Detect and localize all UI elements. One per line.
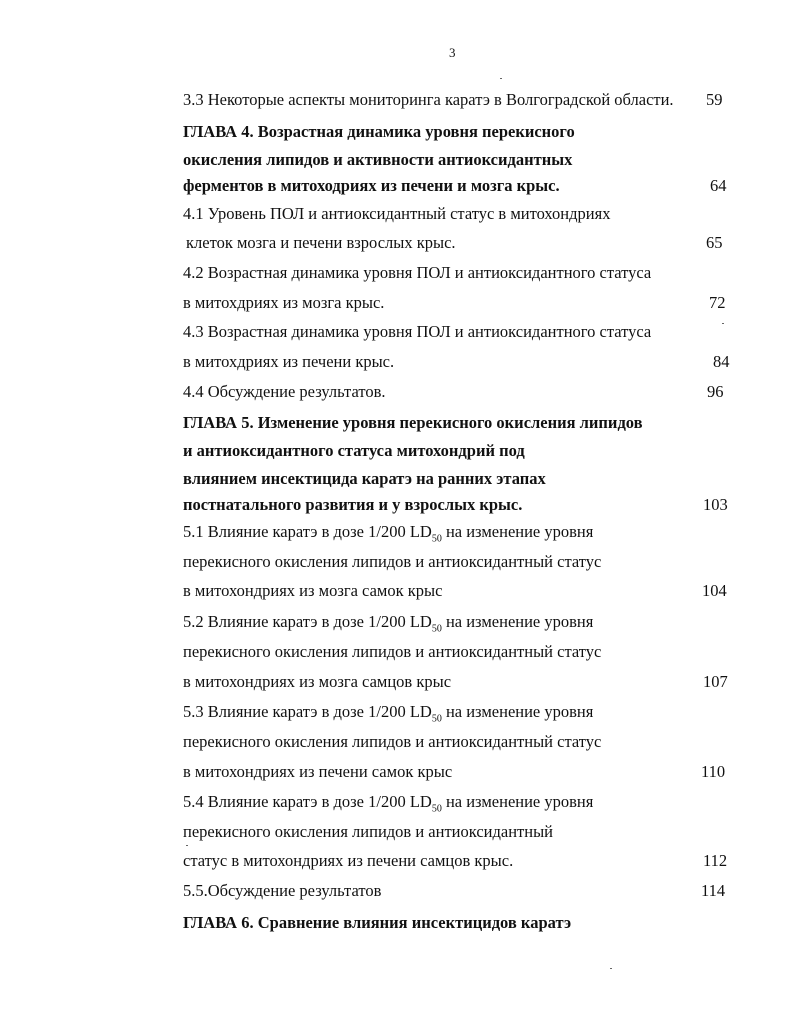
toc-page-number: 65 — [706, 233, 723, 252]
toc-line: в митохондриях из печени самок крыс 110 — [183, 762, 726, 781]
chapter-heading: влиянием инсектицида каратэ на ранних этапах — [183, 469, 546, 488]
chapter-heading: и антиоксидантного статуса митохондрий под — [183, 441, 525, 460]
chapter-heading: ГЛАВА 4. Возрастная динамика уровня перекисного — [183, 122, 575, 141]
toc-line: 4.2 Возрастная динамика уровня ПОЛ и антиоксидантного статуса — [183, 263, 652, 282]
toc-page-number: 64 — [710, 176, 727, 195]
toc-line: в митохдриях из печени крыс. 84 — [183, 352, 730, 371]
toc-line: перекисного окисления липидов и антиоксидантный статус — [183, 552, 602, 571]
toc-line: 5.4 Влияние каратэ в дозе 1/200 $LD_{50}$ на изменение уровня — [183, 792, 594, 815]
toc-line: 5.5.Обсуждение результатов 114 — [183, 881, 726, 900]
toc-page-number: 59 — [706, 90, 723, 109]
chapter-heading: ферментов в митоходриях из печени и мозга крыс. 64 — [183, 176, 727, 195]
toc-line: 4.1 Уровень ПОЛ и антиоксидантный статус в митохондриях — [183, 204, 611, 223]
scan-speck — [722, 323, 724, 324]
toc-page-number: 103 — [703, 495, 728, 514]
toc-line: 5.3 Влияние каратэ в дозе 1/200 $LD_{50}$ на изменение уровня — [183, 702, 594, 725]
toc-page-number: 104 — [702, 581, 727, 600]
toc-line: 4.4 Обсуждение результатов. 96 — [183, 382, 724, 401]
toc-line: в митохондриях из мозга самок крыс 104 — [183, 581, 727, 600]
scan-speck — [500, 78, 502, 79]
toc-line: перекисного окисления липидов и антиоксидантный статус — [183, 732, 602, 751]
toc-line: в митохондриях из мозга самцов крыс 107 — [183, 672, 728, 691]
scan-speck — [186, 845, 188, 846]
toc-line: перекисного окисления липидов и антиоксидантный — [183, 822, 554, 841]
toc-line: клеток мозга и печени взрослых крыс. 65 — [186, 233, 723, 252]
toc-line: 5.2 Влияние каратэ в дозе 1/200 $LD_{50}$ на изменение уровня — [183, 612, 594, 635]
toc-line: 5.1 Влияние каратэ в дозе 1/200 $LD_{50}$ на изменение уровня — [183, 522, 594, 545]
toc-page-number: 72 — [709, 293, 726, 312]
chapter-heading: постнатального развития и у взрослых крыс. 103 — [183, 495, 728, 514]
toc-line: в митохдриях из мозга крыс. 72 — [183, 293, 726, 312]
chapter-heading: окисления липидов и активности антиоксидантных — [183, 150, 573, 169]
toc-line: статус в митохондриях из печени самцов крыс. 112 — [183, 851, 728, 870]
toc-line: 3.3 Некоторые аспекты мониторинга каратэ в Волгоградской области. 59 — [183, 90, 723, 109]
toc-page-number: 107 — [703, 672, 728, 691]
page-number: 3 — [449, 45, 456, 60]
toc-line: 4.3 Возрастная динамика уровня ПОЛ и антиоксидантного статуса — [183, 322, 652, 341]
toc-page-number: 84 — [713, 352, 730, 371]
scan-speck — [610, 968, 612, 969]
toc-line: перекисного окисления липидов и антиоксидантный статус — [183, 642, 602, 661]
chapter-heading: ГЛАВА 5. Изменение уровня перекисного окисления липидов — [183, 413, 643, 432]
toc-page-number: 112 — [703, 851, 728, 870]
toc-page-number: 96 — [707, 382, 724, 401]
toc-page-number: 110 — [701, 762, 726, 781]
chapter-heading: ГЛАВА 6. Сравнение влияния инсектицидов каратэ — [183, 913, 572, 932]
toc-page-number: 114 — [701, 881, 726, 900]
